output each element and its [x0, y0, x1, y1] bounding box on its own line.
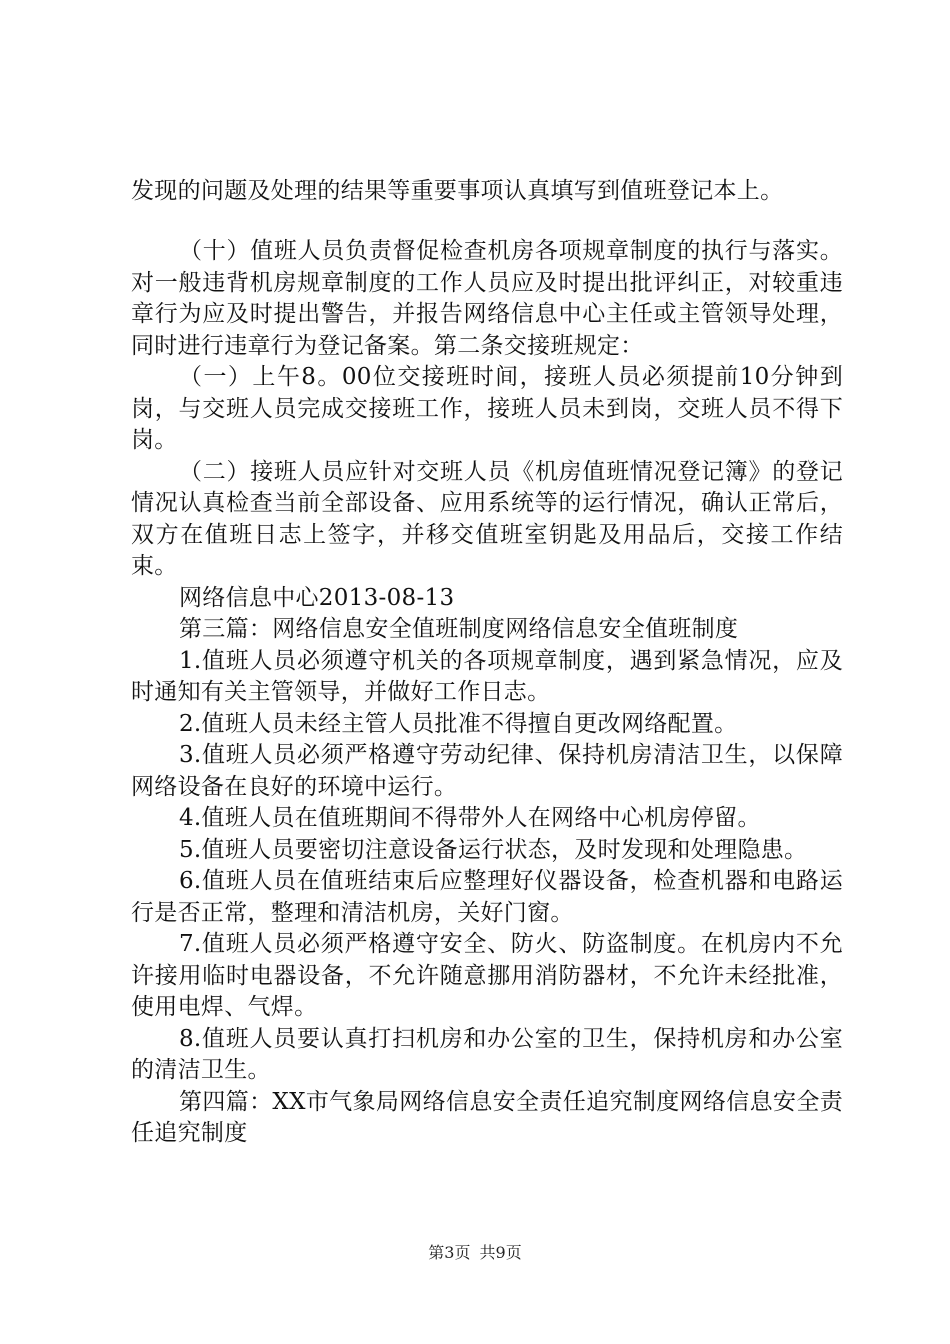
signature-line: 网络信息中心2013-08-13 — [179, 584, 455, 611]
list-item-4: 4.值班人员在值班期间不得带外人在网络中心机房停留。 — [179, 805, 761, 831]
paragraph-handover-2: （二）接班人员应针对交班人员《机房值班情况登记簿》的登记情况认真检查当前全部设备、应用系统等的运行情况，确认正常后，双方在值班日志上签字，并移交值班室钥匙及用品后，交接工作结束。 — [131, 458, 843, 579]
document-lead — [131, 176, 843, 208]
document-body — [131, 236, 843, 1150]
paragraph-rule-10: （十）值班人员负责督促检查机房各项规章制度的执行与落实。对一般违背机房规章制度的工作人员应及时提出批评纠正，对较重违章行为应及时提出警告，并报告网络信息中心主任或主管领导处理，同时进行违章行为登记备案。第二条交接班规定： — [131, 238, 843, 359]
paragraph-handover-1: （一）上午8。00位交接班时间，接班人员必须提前10分钟到岗，与交班人员完成交接班工作，接班人员未到岗，交班人员不得下岗。 — [131, 364, 843, 453]
page-footer — [0, 1243, 950, 1263]
section-title-3: 第三篇：网络信息安全值班制度网络信息安全值班制度 — [179, 616, 739, 642]
list-item-8: 8.值班人员要认真打扫机房和办公室的卫生，保持机房和办公室的清洁卫生。 — [131, 1025, 843, 1083]
lead-line: 发现的问题及处理的结果等重要事项认真填写到值班登记本上。 — [131, 178, 784, 204]
list-item-7: 7.值班人员必须严格遵守安全、防火、防盗制度。在机房内不允许接用临时电器设备，不允许随意挪用消防器材，不允许未经批准，使用电焊、气焊。 — [131, 931, 843, 1020]
list-item-5: 5.值班人员要密切注意设备运行状态，及时发现和处理隐患。 — [179, 836, 808, 863]
list-item-3: 3.值班人员必须严格遵守劳动纪律、保持机房清洁卫生，以保障网络设备在良好的环境中运行。 — [131, 742, 843, 800]
page-total: 共9页 — [479, 1243, 522, 1262]
list-item-1: 1.值班人员必须遵守机关的各项规章制度，遇到紧急情况，应及时通知有关主管领导，并做好工作日志。 — [131, 647, 843, 705]
section-title-4: 第四篇：XX市气象局网络信息安全责任追究制度网络信息安全责任追究制度 — [131, 1088, 843, 1146]
page-number: 第3页 — [428, 1243, 471, 1262]
list-item-2: 2.值班人员未经主管人员批准不得擅自更改网络配置。 — [179, 710, 738, 737]
list-item-6: 6.值班人员在值班结束后应整理好仪器设备，检查机器和电路运行是否正常，整理和清洁机房，关好门窗。 — [131, 868, 843, 926]
